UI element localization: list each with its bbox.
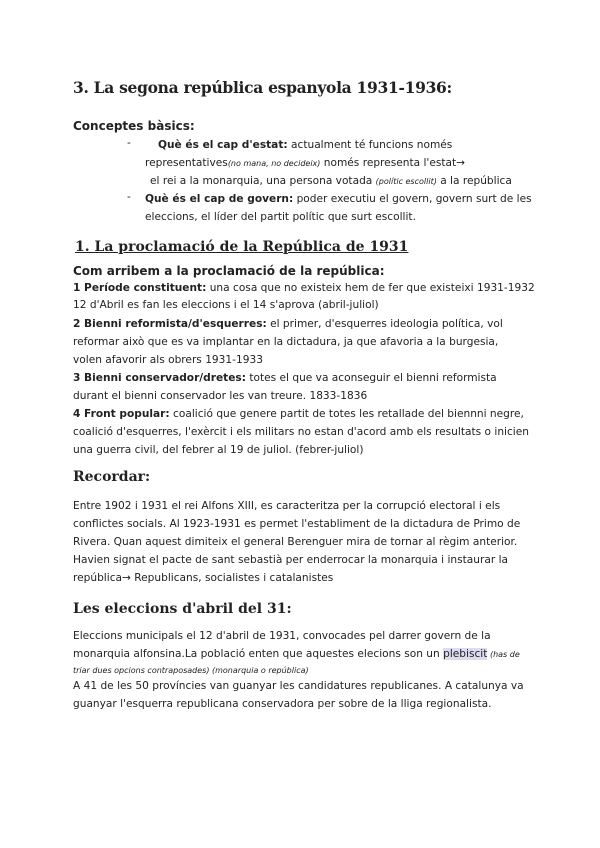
recordar-line: república→ Republicans, socialistes i catalanistes — [73, 572, 334, 584]
concept-cap-estat-line3: el rei a la monarquia, una persona votada (polític escollit) a la república — [150, 175, 512, 187]
bienni-reformista-line1: 2 Bienni reformista/d'esquerres: el primer, d'esquerres ideologia política, vol — [73, 318, 503, 330]
eleccions-line: guanyar l'esquerra republicana conservadora per sobre de la lliga regionalista. — [73, 698, 492, 710]
concept-cap-govern-line1: Què és el cap de govern: poder executiu el govern, govern surt de les — [145, 193, 532, 205]
eleccions-line: A 41 de les 50 províncies van guanyar les candidatures republicanes. A catalunya va — [73, 680, 524, 692]
eleccions-line: Eleccions municipals el 12 d'abril de 1931, convocades pel darrer govern de la — [73, 630, 491, 642]
bullet-dash: - — [127, 191, 131, 203]
section-proclamacio-subheading: Com arribem a la proclamació de la república: — [73, 264, 385, 278]
periode-constituent-line2: 12 d'Abril es fan les eleccions i el 14 s'aprova (abril-juliol) — [73, 299, 379, 311]
front-popular-line1: 4 Front popular: coalició que genere partit de totes les retallade del biennni negre, — [73, 408, 524, 420]
eleccions-heading: Les eleccions d'abril del 31: — [73, 601, 292, 617]
eleccions-note-line: triar dues opcions contraposades) (monarquia o república) — [73, 666, 309, 675]
recordar-line: Rivera. Quan aquest dimiteix el general Berenguer mira de tornar al règim anterior. — [73, 536, 518, 548]
recordar-heading: Recordar: — [73, 469, 151, 485]
page-title: 3. La segona república espanyola 1931-1936: — [73, 78, 452, 97]
recordar-line: Havien signat el pacte de sant sebastià per enderrocar la monarquia i instaurar la — [73, 554, 509, 566]
concept-cap-estat-line2: representatives(no mana, no decideix) només representa l'estat→ — [145, 157, 466, 169]
concept-cap-govern-line2: eleccions, el líder del partit polític que surt escollit. — [145, 211, 416, 223]
eleccions-line: monarquia alfonsina.La població enten que aquestes elecions son un plebiscit (has de — [73, 648, 520, 660]
highlighted-word: plebiscit — [443, 648, 488, 660]
section-proclamacio-heading: 1. La proclamació de la República de 1931 — [75, 239, 409, 255]
front-popular-line2: coalició d'esquerres, l'exèrcit i els militars no estan d'acord amb els resultats o inicien — [73, 426, 529, 438]
bienni-reformista-line2: reformar això que es va implantar en la dictadura, ja que afavoria a la burgesia, — [73, 336, 499, 348]
recordar-line: Entre 1902 i 1931 el rei Alfons XIII, es caracteritza per la corrupció electoral i els — [73, 500, 501, 512]
bienni-conservador-line1: 3 Bienni conservador/dretes: totes el que va aconseguir el bienni reformista — [73, 372, 497, 384]
concept-cap-govern-term: Què és el cap de govern: — [145, 193, 294, 205]
bullet-dash: - — [127, 137, 131, 149]
concept-cap-estat-term: Què és el cap d'estat: — [158, 139, 288, 151]
front-popular-line3: una guerra civil, del febrer al 19 de juliol. (febrer-juliol) — [73, 444, 364, 456]
bienni-reformista-line3: volen afavorir als obrers 1931-1933 — [73, 354, 263, 366]
concept-cap-estat-line1: Què és el cap d'estat: actualment té funcions només — [158, 139, 453, 151]
recordar-line: conflictes socials. Al 1923-1931 es permet l'establiment de la dictadura de Primo de — [73, 518, 521, 530]
periode-constituent-line1: 1 Període constituent: una cosa que no existeix hem de fer que existeixi 1931-1932 — [73, 282, 535, 294]
concepts-heading: Conceptes bàsics: — [73, 119, 195, 133]
bienni-conservador-line2: durant el bienni conservador les van treure. 1833-1836 — [73, 390, 368, 402]
